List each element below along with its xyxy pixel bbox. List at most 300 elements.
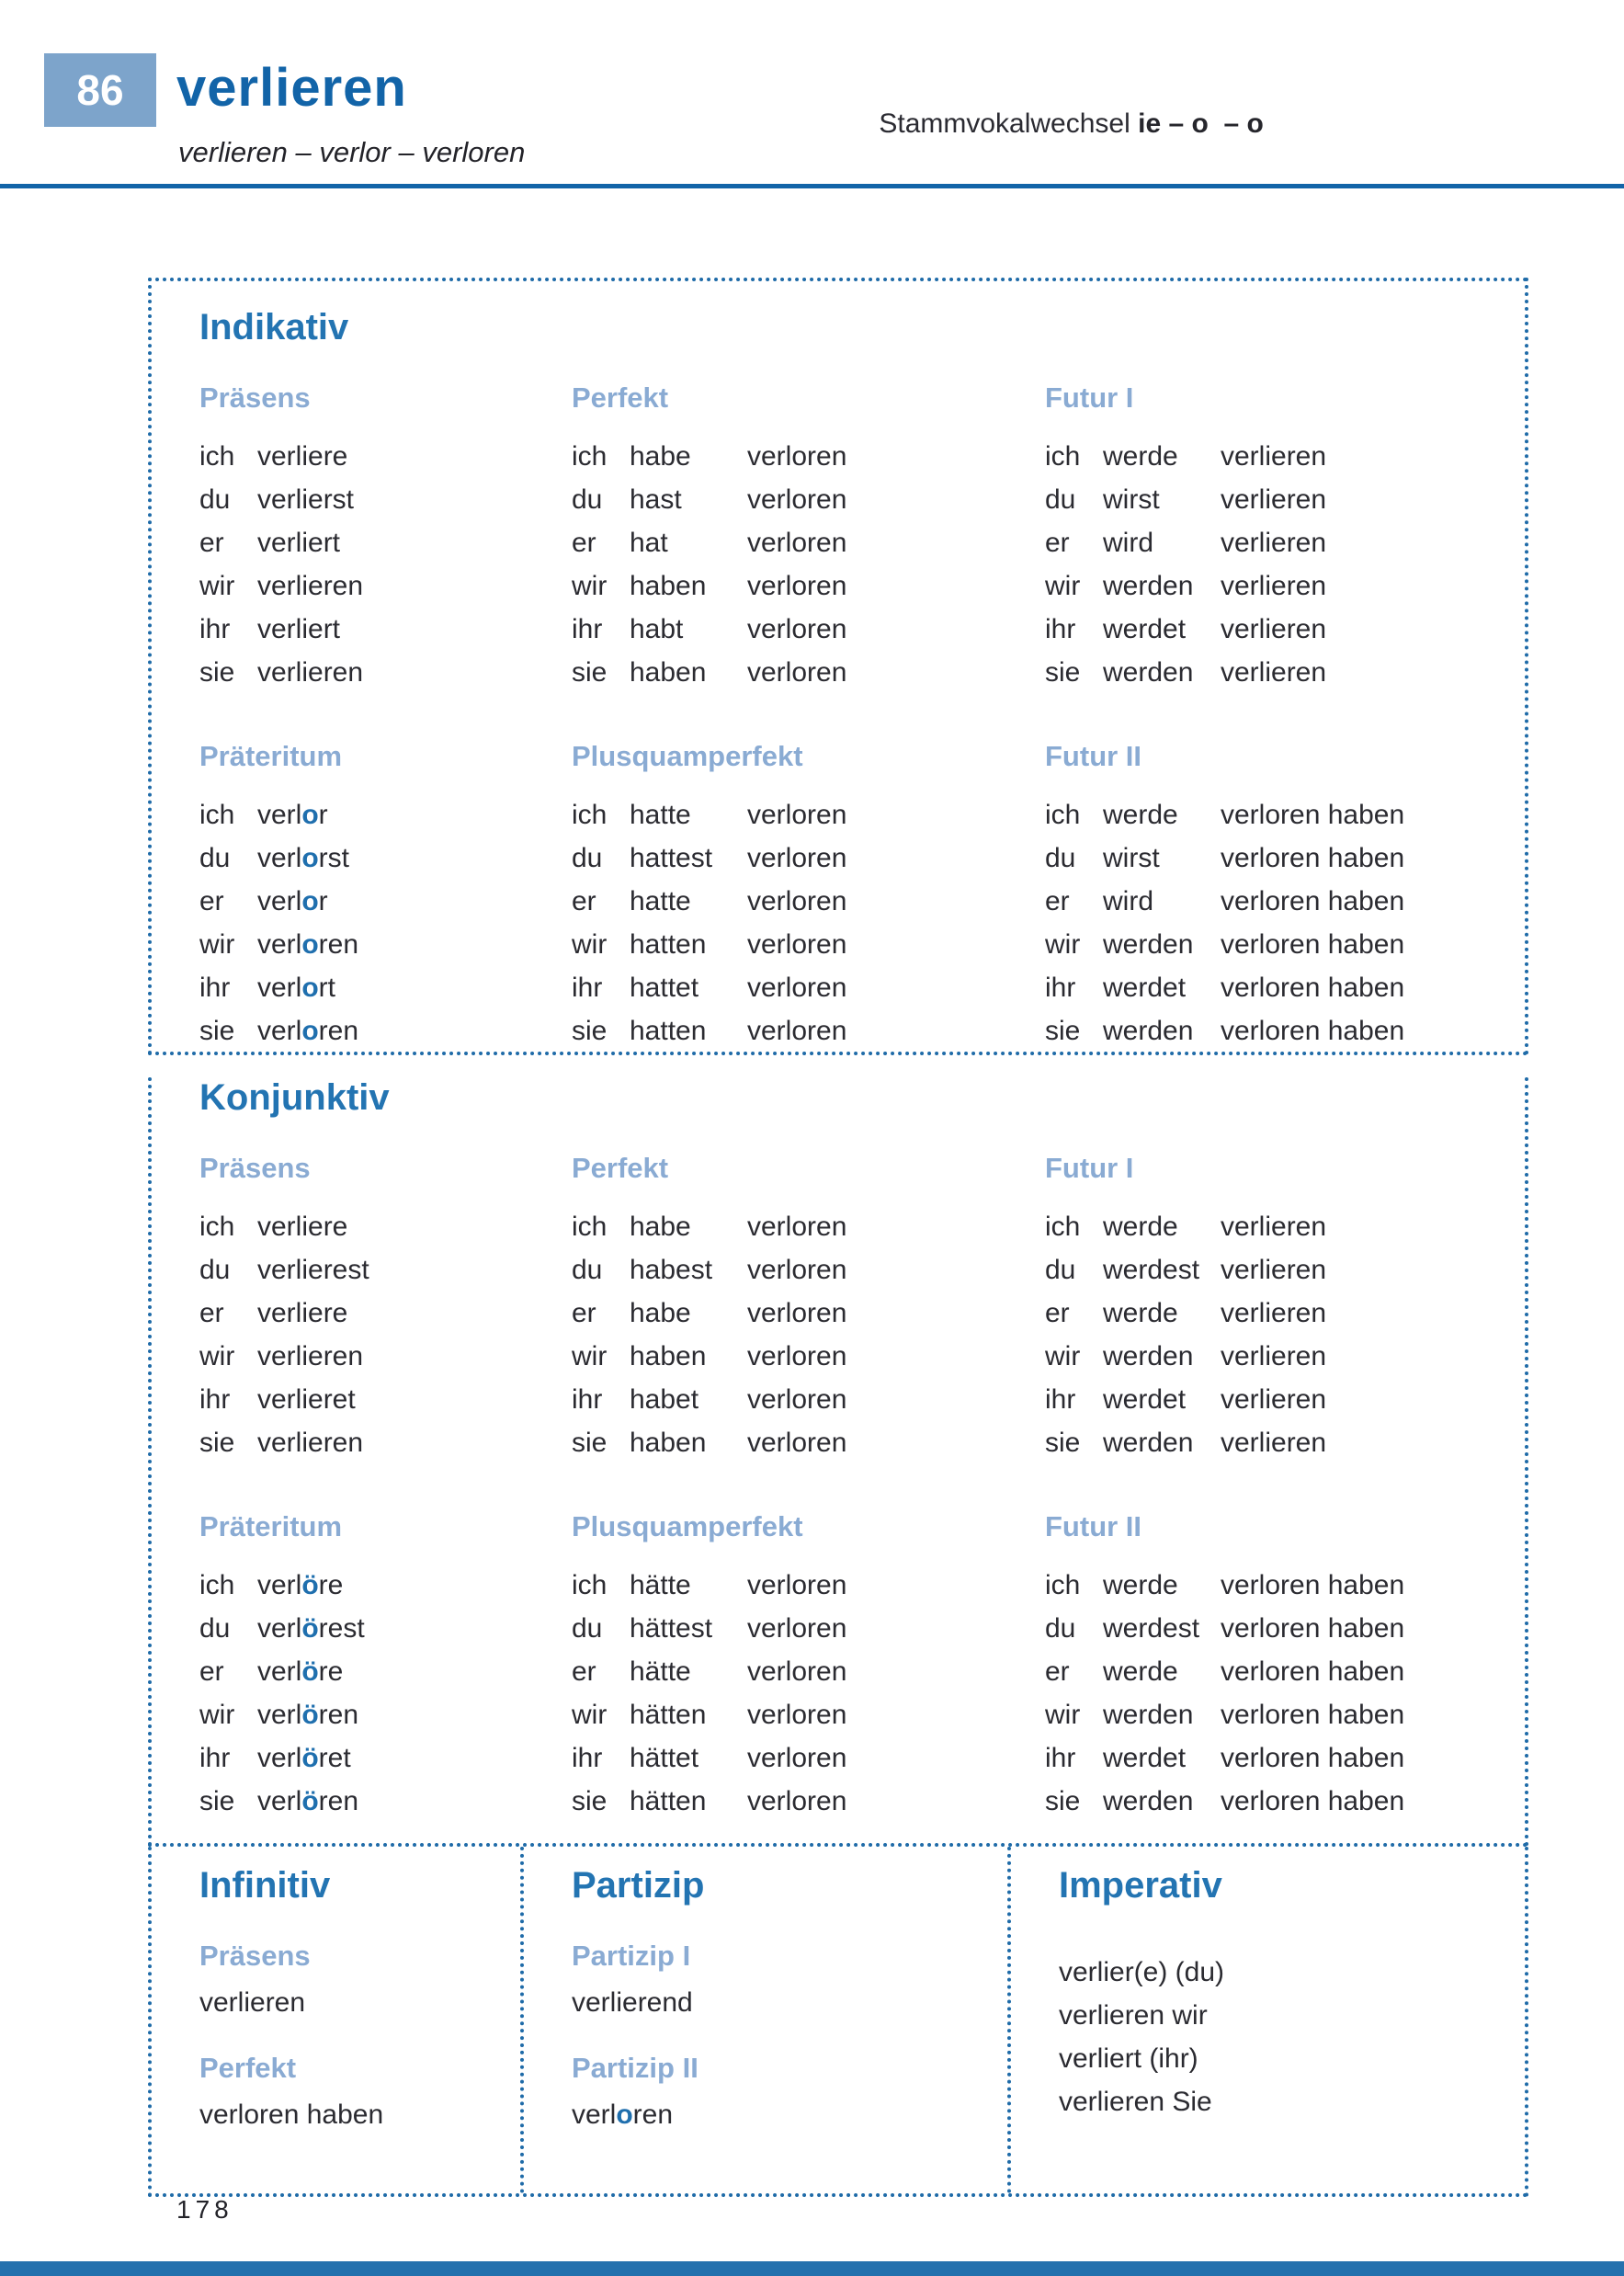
verb-form: verlöret [257,1743,351,1773]
verb-parts [630,1212,846,1242]
auxiliary: werden [1103,657,1194,688]
verb-parts [1103,1298,1326,1328]
tense-label: Futur II [1045,1510,1142,1542]
conjugation-row [572,836,1045,880]
verb-parts [630,1700,846,1730]
pronoun: er [1045,528,1070,558]
verb-form: verloren [747,1341,847,1371]
auxiliary: werden [1103,1016,1194,1046]
pronoun: sie [199,1428,235,1458]
pronoun: er [572,1656,596,1687]
verb-parts [257,484,354,515]
verb-parts [630,1570,846,1600]
stem-vowel-highlight: ö [301,1656,319,1687]
verb-form: verloren [747,614,847,644]
pronoun: wir [572,1341,608,1371]
pronoun: er [1045,1298,1070,1328]
form-label: Partizip II [572,2052,698,2084]
auxiliary: haben [630,657,707,688]
pronoun: sie [572,657,608,688]
verb-parts [257,614,340,644]
tense-label: Plusquamperfekt [572,740,803,772]
tense-label: Präsens [199,1152,311,1184]
pronoun: er [1045,886,1070,916]
verb-parts [630,528,846,558]
page-bottom-bar [0,2261,1624,2276]
verb-parts [257,441,347,472]
stem-vowel-highlight: o [301,843,319,873]
conjugation-row [1045,1650,1525,1693]
tense-blocks [199,1152,1525,1823]
section-title: Infinitiv [199,1865,331,1906]
conjugation-row [572,923,1045,966]
verb-form: verlieren [1221,1428,1327,1458]
auxiliary: werde [1103,441,1178,472]
verb-parts [257,1700,358,1730]
conjugation-row [1045,1009,1525,1053]
stem-vowel-highlight: o [301,800,319,830]
section-konjunktiv [148,1077,1528,1847]
verb-parts [257,1570,343,1600]
tense-rows [199,1564,572,1823]
section-infinitiv [152,1847,520,2193]
verb-parts [630,843,846,873]
imperative-line: verlieren wir [1059,2000,1208,2031]
pronoun: wir [199,929,235,960]
pronoun: sie [1045,1786,1081,1816]
auxiliary: hat [630,528,668,558]
verb-parts [630,657,846,688]
verb-form: verloren [747,1384,847,1415]
auxiliary: werden [1103,571,1194,601]
verb-form: verloren [747,657,847,688]
tense-label: Präsens [199,381,311,414]
pronoun: ich [572,1212,608,1242]
verb-parts [630,1656,846,1687]
conjugation-row [1045,836,1525,880]
conjugation-row [199,1736,572,1780]
stem-vowel-highlight: ö [301,1786,319,1816]
verb-form: verloren haben [1221,800,1405,830]
auxiliary: hatten [630,929,707,960]
pronoun: du [199,1255,231,1285]
pronoun: wir [1045,1341,1081,1371]
verb-form: verlieren [1221,1255,1327,1285]
form-value: verloren haben [199,2100,384,2130]
verb-form: verlieren [1221,571,1327,601]
conjugation-row [1045,1607,1525,1650]
tense-rows [572,1205,1045,1464]
verb-form: verloren [747,1428,847,1458]
verb-parts [630,614,846,644]
verb-form: verloren [257,1016,359,1046]
verb-parts [630,1384,846,1415]
verb-form: verliert [257,614,341,644]
pronoun: ihr [572,1384,603,1415]
verb-form: verlieret [257,1384,356,1415]
conjugation-row [1045,1564,1525,1607]
tense-rows [199,435,572,694]
tense-blocks [199,381,1525,1053]
conjugation-row [1045,435,1525,478]
auxiliary: haben [630,1341,707,1371]
verb-parts [257,1384,356,1415]
verb-number-badge [44,53,156,127]
conjugation-row [199,1693,572,1736]
verb-parts [630,1428,846,1458]
auxiliary: werdest [1103,1255,1200,1285]
pronoun: ihr [1045,1743,1076,1773]
auxiliary: hatten [630,1016,707,1046]
conjugation-row [572,1292,1045,1335]
auxiliary: hätten [630,1786,707,1816]
auxiliary: wirst [1103,484,1160,515]
verb-parts [1103,1613,1404,1644]
pronoun: sie [572,1786,608,1816]
verb-parts [630,929,846,960]
auxiliary: hatte [630,886,691,916]
conjugation-row [199,1607,572,1650]
conjugation-row [572,478,1045,521]
pronoun: sie [199,657,235,688]
verb-parts [1103,528,1326,558]
conjugation-row [572,1009,1045,1053]
tense-column [199,1510,572,1823]
verb-parts [257,1613,365,1644]
auxiliary: habe [630,441,691,472]
auxiliary: hätte [630,1570,691,1600]
verb-parts [630,1016,846,1046]
form-label: Partizip I [572,1940,691,1972]
form-item [572,1940,1007,2019]
conjugation-row [572,1693,1045,1736]
stem-vowel-highlight: o [301,1016,319,1046]
tense-rows [572,793,1045,1053]
pronoun: wir [1045,1700,1081,1730]
verb-parts [1103,441,1326,472]
conjugation-row [1045,880,1525,923]
pronoun: wir [572,929,608,960]
verb-form: verloren [747,929,847,960]
pronoun: du [572,1255,603,1285]
pronoun: er [199,1656,224,1687]
verb-parts [1103,1341,1326,1371]
auxiliary: werdet [1103,973,1187,1003]
verb-form: verlörest [257,1613,365,1644]
tense-column [572,1152,1045,1464]
pronoun: du [1045,484,1076,515]
conjugation-row [1045,1292,1525,1335]
section-title: Imperativ [1059,1865,1222,1906]
verb-form: verloren [747,571,847,601]
pronoun: ich [199,1212,235,1242]
tense-label: Perfekt [572,381,669,414]
verb-parts [257,1786,358,1816]
pronoun: sie [199,1016,235,1046]
auxiliary: werde [1103,800,1178,830]
page-footer-number: 178 [176,2195,233,2224]
tense-label: Plusquamperfekt [572,1510,803,1542]
verb-form: verloren [747,1212,847,1242]
conjugation-row [1045,1421,1525,1464]
stem-vowel-highlight: ö [301,1570,319,1600]
pronoun: er [199,1298,224,1328]
conjugation-row [1045,521,1525,564]
pronoun: ihr [1045,973,1076,1003]
conjugation-row [199,1205,572,1248]
pronoun: du [572,843,603,873]
verb-parts [257,800,328,830]
pronoun: ich [572,800,608,830]
tense-column [572,1510,1045,1823]
conjugation-row [199,1780,572,1823]
tense-column [1045,381,1525,694]
auxiliary: werdet [1103,1384,1187,1415]
verb-form: verloren [747,1255,847,1285]
conjugation-row [1045,478,1525,521]
verb-parts [1103,571,1326,601]
verb-form: verlierest [257,1255,369,1285]
verb-form: verlieren [1221,484,1327,515]
pronoun: ihr [572,614,603,644]
pronoun: er [572,886,596,916]
verb-form: verliere [257,441,348,472]
form-item [199,1940,520,2019]
auxiliary: werdest [1103,1613,1200,1644]
stem-vowel-highlight: o [301,886,319,916]
pronoun: ich [572,1570,608,1600]
pronoun: ich [199,800,235,830]
verb-form: verloren [747,973,847,1003]
verb-form: verlieren [1221,1341,1327,1371]
auxiliary: werden [1103,1786,1194,1816]
auxiliary: hättet [630,1743,699,1773]
verb-form: verloren [747,1786,847,1816]
verb-form: verloren [747,800,847,830]
stem-vowel-highlight: o [616,2100,633,2130]
verb-form: verlieren [1221,1384,1327,1415]
conjugation-row [1045,1248,1525,1292]
conjugation-row [199,521,572,564]
stem-vowel-highlight: o [301,973,319,1003]
conjugation-row [572,651,1045,694]
verb-form: verlieren [1221,1212,1327,1242]
conjugation-row [572,1780,1045,1823]
verb-form: verloren [747,441,847,472]
conjugation-row [199,1650,572,1693]
pronoun: wir [1045,929,1081,960]
conjugation-row [1045,1693,1525,1736]
verb-parts [1103,1255,1326,1285]
tense-rows [1045,793,1525,1053]
pronoun: ich [1045,1212,1081,1242]
pronoun: wir [572,571,608,601]
verb-form: verlöre [257,1656,344,1687]
conjugation-tables [148,278,1528,2197]
pronoun: wir [1045,571,1081,601]
verb-form: verloren haben [1221,886,1405,916]
verb-form: verloren [747,1743,847,1773]
auxiliary: werde [1103,1570,1178,1600]
verb-form: verlorst [257,843,349,873]
section-title: Indikativ [199,307,349,347]
verb-form: verloren haben [1221,929,1405,960]
pronoun: er [199,886,224,916]
verb-parts [257,886,328,916]
auxiliary: hattet [630,973,699,1003]
pronoun: ihr [1045,614,1076,644]
verb-parts [257,657,363,688]
pronoun: ich [1045,1570,1081,1600]
auxiliary: habest [630,1255,713,1285]
verb-parts [257,973,335,1003]
verb-parts [630,1743,846,1773]
tense-rows [1045,1564,1525,1823]
form-value: verloren [572,2100,674,2130]
pronoun: du [199,843,231,873]
auxiliary: werde [1103,1298,1178,1328]
verb-parts [630,886,846,916]
tense-block [199,1510,1525,1823]
tense-rows [1045,1205,1525,1464]
verb-parts [630,973,846,1003]
verb-form: verlieren [1221,657,1327,688]
verb-parts [630,571,846,601]
conjugation-row [572,1248,1045,1292]
conjugation-row [572,608,1045,651]
verb-parts [1103,886,1404,916]
verb-parts [1103,1212,1326,1242]
verb-parts [630,441,846,472]
conjugation-row [199,1564,572,1607]
pronoun: er [199,528,224,558]
tense-rows [199,793,572,1053]
pronoun: er [572,528,596,558]
verb-form: verloren [747,843,847,873]
conjugation-row [572,564,1045,608]
auxiliary: werde [1103,1656,1178,1687]
header-divider [0,184,1624,188]
verb-form: verlor [257,800,328,830]
stem-vowel-info [848,77,1264,171]
verb-form: verloren [747,1016,847,1046]
verb-form: verlieren [257,657,364,688]
conjugation-row [572,1205,1045,1248]
auxiliary: habe [630,1298,691,1328]
form-label: Präsens [199,1940,311,1972]
tense-label: Futur I [1045,1152,1134,1184]
tense-column [199,381,572,694]
conjugation-row [572,793,1045,836]
verb-parts [257,1298,347,1328]
pronoun: ich [572,441,608,472]
tense-label: Präteritum [199,740,343,772]
verb-form: verlor [257,886,328,916]
pronoun: ich [1045,800,1081,830]
conjugation-row [1045,651,1525,694]
conjugation-row [1045,793,1525,836]
pronoun: ihr [199,1384,231,1415]
auxiliary: werden [1103,929,1194,960]
auxiliary: werden [1103,1428,1194,1458]
auxiliary: habet [630,1384,699,1415]
conjugation-row [572,1421,1045,1464]
pronoun: er [572,1298,596,1328]
conjugation-row [1045,1335,1525,1378]
conjugation-row [199,1335,572,1378]
verb-form: verlort [257,973,335,1003]
tense-column [572,381,1045,694]
pronoun: wir [199,1341,235,1371]
conjugation-row [199,478,572,521]
stem-vowel-highlight: ö [301,1743,319,1773]
pronoun: sie [1045,657,1081,688]
verb-form: verliere [257,1212,348,1242]
verb-form: verloren haben [1221,1743,1405,1773]
auxiliary: hatte [630,800,691,830]
pronoun: ihr [199,973,231,1003]
form-value: verlieren [199,1987,306,2018]
conjugation-row [199,651,572,694]
conjugation-row [199,836,572,880]
conjugation-row [199,608,572,651]
auxiliary: werde [1103,1212,1178,1242]
conjugation-row [572,966,1045,1009]
conjugation-row [1045,1780,1525,1823]
verb-parts [1103,1016,1404,1046]
auxiliary: wird [1103,528,1154,558]
conjugation-row [199,1292,572,1335]
auxiliary: habt [630,614,684,644]
verb-parts [630,800,846,830]
form-item [199,2052,520,2131]
verb-parts [257,528,340,558]
pronoun: ich [199,441,235,472]
verb-parts [630,484,846,515]
auxiliary: wird [1103,886,1154,916]
verb-form: verloren haben [1221,973,1405,1003]
pronoun: wir [199,571,235,601]
conjugation-row [199,923,572,966]
tense-label: Futur II [1045,740,1142,772]
verb-form: verliert [257,528,341,558]
conjugation-row [1045,923,1525,966]
pronoun: wir [572,1700,608,1730]
conjugation-row [1045,1736,1525,1780]
conjugation-row [572,521,1045,564]
verb-form: verloren [257,929,359,960]
conjugation-row [199,966,572,1009]
auxiliary: haben [630,1428,707,1458]
auxiliary: wirst [1103,843,1160,873]
verb-parts [630,1341,846,1371]
verb-form: verloren [747,1613,847,1644]
auxiliary: hattest [630,843,713,873]
tense-label: Perfekt [572,1152,669,1184]
pronoun: du [1045,843,1076,873]
conjugation-row [199,1248,572,1292]
form-item [572,2052,1007,2131]
imperative-lines [1059,1951,1525,2123]
pronoun: du [572,484,603,515]
verb-form: verloren [747,1298,847,1328]
form-value: verlierend [572,1987,693,2018]
tense-rows [199,1205,572,1464]
conjugation-row [199,1421,572,1464]
verb-form: verloren [747,1570,847,1600]
pronoun: du [199,484,231,515]
verb-parts [1103,614,1326,644]
